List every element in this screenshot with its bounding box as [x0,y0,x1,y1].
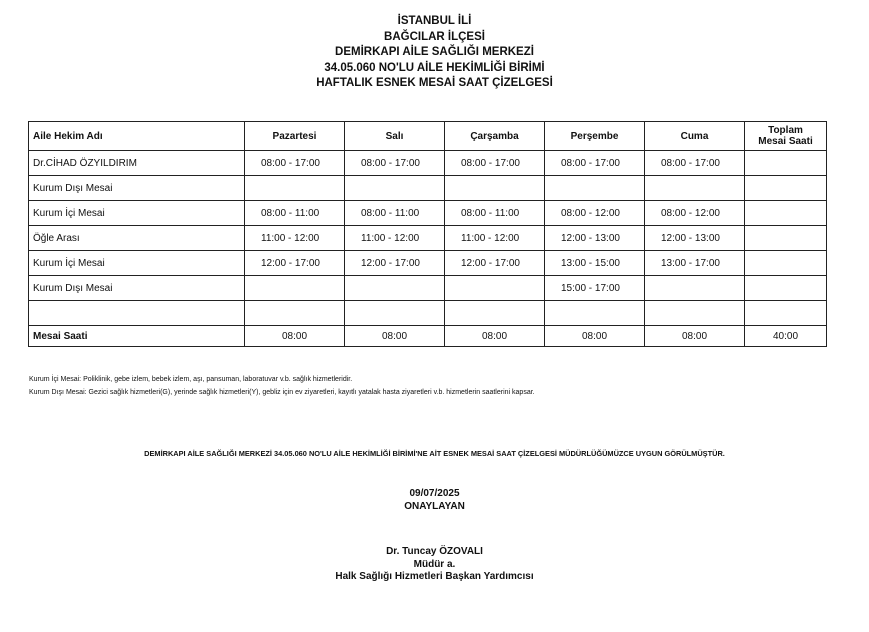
table-cell: 11:00 - 12:00 [345,226,445,251]
table-cell [745,301,827,326]
table-cell: 12:00 - 17:00 [245,251,345,276]
row-label: Dr.CİHAD ÖZYILDIRIM [29,151,245,176]
table-row [29,201,827,226]
schedule-table [28,121,827,347]
approval-status: ONAYLAYAN [404,500,465,512]
table-cell [745,276,827,301]
table-cell [445,276,545,301]
header-district: BAĞCILAR İLÇESİ [384,30,485,43]
table-cell [745,201,827,226]
table-cell [245,176,345,201]
footer-cell: 08:00 [345,326,445,347]
table-row [29,251,827,276]
table-cell [645,176,745,201]
signatory-title: Halk Sağlığı Hizmetleri Başkan Yardımcısı [335,571,534,582]
table-cell: 08:00 - 17:00 [645,151,745,176]
signatory-role: Müdür a. [413,558,456,570]
approval-statement: DEMİRKAPI AİLE SAĞLIĞI MERKEZİ 34.05.060 NO'LU AİLE HEKİMLİĞİ BİRİMİ'NE AİT ESNEK MESAİ SAAT ÇİZELGESİ MÜDÜRLÜĞÜMÜZCE UYGUN GÖRÜLMÜŞTÜR. [144,449,725,458]
table-row [29,226,827,251]
table-cell: 08:00 - 12:00 [545,201,645,226]
col-header-thursday: Perşembe [545,122,645,151]
footer-total-cell: 40:00 [745,326,827,347]
table-cell: 08:00 - 11:00 [445,201,545,226]
signature-block [0,546,869,584]
notes [29,374,535,399]
col-header-monday: Pazartesi [245,122,345,151]
table-header-row [29,122,827,151]
table-cell: 08:00 - 11:00 [345,201,445,226]
table-cell [245,301,345,326]
table-cell: 12:00 - 13:00 [645,226,745,251]
table-cell [745,151,827,176]
footer-cell: 08:00 [245,326,345,347]
table-cell [445,301,545,326]
header-schedule-title: HAFTALIK ESNEK MESAİ SAAT ÇİZELGESİ [316,77,553,89]
table-cell [445,176,545,201]
row-label: Kurum İçi Mesai [29,201,245,226]
table-cell: 08:00 - 17:00 [545,151,645,176]
table-cell: 11:00 - 12:00 [245,226,345,251]
table-cell: 11:00 - 12:00 [445,226,545,251]
footer-cell: 08:00 [645,326,745,347]
table-cell [545,176,645,201]
table-cell: 13:00 - 15:00 [545,251,645,276]
table-cell [745,251,827,276]
header-health-center: DEMİRKAPI AİLE SAĞLIĞI MERKEZİ [335,46,534,58]
header-province: İSTANBUL İLİ [397,15,472,27]
col-header-tuesday: Salı [345,122,445,151]
table-row [29,276,827,301]
row-label: Kurum Dışı Mesai [29,276,245,301]
col-header-friday: Cuma [645,122,745,151]
row-label: Öğle Arası [29,226,245,251]
col-header-total [745,122,827,151]
table-cell [645,301,745,326]
table-cell: 08:00 - 11:00 [245,201,345,226]
col-header-doctor: Aile Hekim Adı [29,122,245,151]
approval-date: 09/07/2025 [409,488,460,499]
table-cell [345,301,445,326]
date-block [0,488,869,513]
footer-label: Mesai Saati [29,326,245,347]
table-cell: 12:00 - 17:00 [445,251,545,276]
row-label: Kurum İçi Mesai [29,251,245,276]
table-cell [345,176,445,201]
table-cell [645,276,745,301]
header-unit: 34.05.060 NO'LU AİLE HEKİMLİĞİ BİRİMİ [324,61,545,74]
table-cell [345,276,445,301]
table-cell: 15:00 - 17:00 [545,276,645,301]
table-cell: 12:00 - 17:00 [345,251,445,276]
footer-cell: 08:00 [445,326,545,347]
table-cell [245,276,345,301]
table-cell: 08:00 - 12:00 [645,201,745,226]
document-header [0,14,869,92]
table-cell: 12:00 - 13:00 [545,226,645,251]
table-cell: 13:00 - 17:00 [645,251,745,276]
table-cell: 08:00 - 17:00 [345,151,445,176]
col-header-total-line2: Mesai Saati [758,136,813,147]
col-header-total-line1: Toplam [768,125,803,136]
table-cell: 08:00 - 17:00 [445,151,545,176]
table-cell: 08:00 - 17:00 [245,151,345,176]
footer-cell: 08:00 [545,326,645,347]
table-row [29,151,827,176]
row-label: Kurum Dışı Mesai [29,176,245,201]
col-header-wednesday: Çarşamba [445,122,545,151]
signatory-name: Dr. Tuncay ÖZOVALI [386,546,483,557]
row-label [29,301,245,326]
note-internal-work: Kurum İçi Mesai: Poliklinik, gebe izlem, bebek izlem, aşı, pansuman, laboratuvar v.b. sağlık hizmetleridir. [29,376,353,383]
table-cell [545,301,645,326]
table-cell [745,176,827,201]
note-external-work: Kurum Dışı Mesai: Gezici sağlık hizmetleri(G), yerinde sağlık hizmetleri(Y), gebliz için ev ziyaretleri, kayıtlı yatalak hasta ziyaretleri v.b. hizmetlerin saatlerini kapsar. [29,388,535,396]
table-footer-row [29,326,827,347]
table-row [29,301,827,326]
table-cell [745,226,827,251]
table-row [29,176,827,201]
